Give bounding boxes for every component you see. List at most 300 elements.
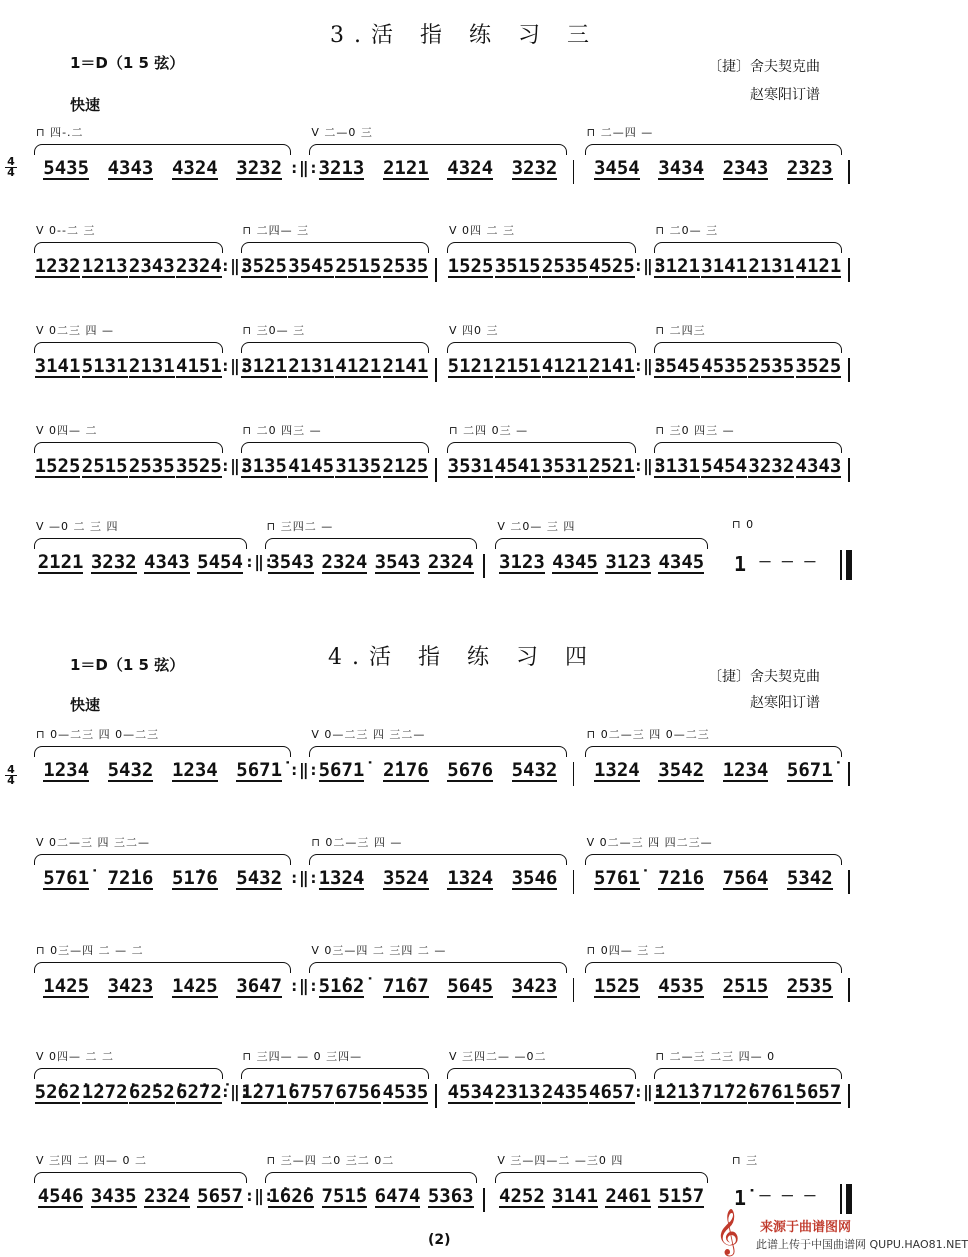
note-group: 3435 (90, 1184, 137, 1207)
repeat-barline: :‖: (244, 552, 274, 571)
note-group-row (309, 156, 566, 182)
barline (848, 258, 850, 282)
note-group: 2535 (541, 254, 588, 277)
note-group: 3135 (335, 454, 382, 477)
note-group: 1324 (318, 866, 365, 889)
note-group: 2461 (605, 1184, 652, 1207)
repeat-barline: :‖: (220, 456, 250, 475)
note-group-row (265, 550, 478, 576)
exercise-3-composer: 〔捷〕舍夫契克曲 (708, 59, 820, 75)
note-group: 3543 (268, 550, 315, 573)
page-number: (2) (428, 1232, 451, 1248)
measure-phrase (239, 318, 432, 388)
note-group: 4343 (795, 454, 842, 477)
note-group: 3543 (374, 550, 421, 573)
note-group: 1324 (447, 866, 494, 889)
measure-phrase (493, 514, 710, 584)
note-group: 1234 (171, 758, 218, 781)
ending-fingering: ⊓ 0 (732, 518, 755, 531)
final-note: 1 (734, 552, 747, 576)
note-group: 3141 (34, 354, 81, 377)
measure-phrase (32, 1148, 249, 1218)
note-group-row (495, 550, 708, 576)
note-group: 3123 (605, 550, 652, 573)
measure-phrase (263, 514, 480, 584)
note-group: 4343 (107, 156, 154, 179)
measure-phrase (32, 514, 249, 584)
note-group: 5363 (427, 1184, 474, 1207)
note-group: 2535 (786, 974, 833, 997)
note-group: 4546 (37, 1184, 84, 1207)
slur-line (654, 1068, 843, 1079)
note-group: 1324 (593, 758, 640, 781)
note-group: 4324 (447, 156, 494, 179)
note-group: 4252 (499, 1184, 545, 1207)
note-group: 2313 (494, 1080, 541, 1103)
slur-line (585, 746, 842, 757)
time-signature-bottom: 4 (5, 167, 17, 178)
staff-row (0, 1044, 888, 1114)
note-group: 51̇62̇ (318, 974, 365, 997)
note-group-row (241, 254, 430, 280)
note-group: 5671̇ (786, 758, 833, 781)
final-barline (840, 1184, 852, 1214)
note-group-row (34, 758, 291, 784)
note-group: 3524 (382, 866, 429, 889)
note-group: 4121 (795, 254, 842, 277)
repeat-barline: :‖: (289, 760, 319, 779)
note-group-row (585, 156, 842, 182)
slur-line (309, 962, 566, 973)
note-group: 2515 (335, 254, 382, 277)
note-group: 5645 (447, 974, 494, 997)
final-barline (840, 550, 852, 580)
measure-phrase (307, 938, 568, 1008)
measure-phrase (583, 938, 844, 1008)
note-group: 5671̇ (236, 758, 283, 781)
repeat-barline: :‖: (289, 976, 319, 995)
measure-phrase (32, 722, 293, 792)
staff-row (0, 318, 888, 388)
measure-phrase (445, 418, 638, 488)
repeat-barline: :‖: (289, 868, 319, 887)
note-group: 3131 (654, 454, 700, 477)
fingering-marks: ⊓ 二四 0三 — (449, 424, 529, 437)
note-group: 3515 (494, 254, 541, 277)
note-group: 3232 (236, 156, 283, 179)
fingering-marks: ⊓ 0二—三 四 — (311, 836, 403, 849)
fingering-marks: V 四0 三 (449, 324, 499, 337)
note-group: 71̇72̇ (701, 1080, 748, 1103)
measure-phrase (32, 938, 293, 1008)
staff-row (0, 218, 888, 288)
slur-line (34, 854, 291, 865)
slur-line (34, 1172, 247, 1183)
note-group: 2131 (128, 354, 175, 377)
note-group: 4534 (447, 1080, 494, 1103)
fingering-marks: ⊓ 二0— 三 (655, 224, 719, 237)
fingering-marks: V 0四— 二 (36, 424, 98, 437)
note-group: 2435 (541, 1080, 588, 1103)
note-group: 1̇62̇6 (268, 1184, 315, 1207)
barline (483, 1188, 485, 1212)
repeat-barline: :‖: (633, 356, 663, 375)
measure-phrase (32, 120, 293, 190)
measure-phrase (652, 418, 845, 488)
note-group: 2141 (382, 354, 429, 377)
note-group: 2535 (748, 354, 795, 377)
note-group: 1̇271̇ (241, 1080, 287, 1103)
note-group: 1525 (34, 454, 81, 477)
note-group: 52̇62̇ (34, 1080, 81, 1103)
staff-row (0, 514, 888, 584)
note-group-row (654, 254, 843, 280)
fingering-marks: ⊓ 三—四 二0 三二 0二 (266, 1154, 395, 1167)
fingering-marks: ⊓ 二四— 三 (242, 224, 310, 237)
exercise-4-editor: 赵寒阳订谱 (750, 695, 820, 711)
note-group: 3213 (318, 156, 365, 179)
measure-phrase (239, 1044, 432, 1114)
fingering-marks: V 二—0 三 (311, 126, 373, 139)
note-group: 4535 (382, 1080, 429, 1103)
note-group: 3121 (241, 354, 287, 377)
note-group-row (241, 454, 430, 480)
slur-line (309, 144, 566, 155)
note-group: 51̇76 (171, 866, 218, 889)
note-group: 5454 (701, 454, 748, 477)
note-group: 2515 (81, 454, 128, 477)
slur-line (241, 442, 430, 453)
measure-phrase (307, 120, 568, 190)
note-group: 2535 (128, 454, 175, 477)
note-group: 4343 (144, 550, 190, 573)
note-group: 2131 (748, 254, 795, 277)
slur-line (447, 342, 636, 353)
note-group: 6761̇ (748, 1080, 795, 1103)
exercise-4-key: 1＝D（1 5 弦） (70, 656, 185, 674)
slur-line (241, 242, 430, 253)
note-group-row (309, 866, 566, 892)
measure-phrase (239, 218, 432, 288)
slur-line (34, 144, 291, 155)
measure-phrase (652, 1044, 845, 1114)
repeat-barline: :‖: (289, 158, 319, 177)
note-group: 5131 (81, 354, 128, 377)
staff-row (0, 418, 888, 488)
note-group-row (34, 1080, 223, 1106)
treble-clef-icon: 𝄞 (716, 1209, 740, 1255)
note-group: 3423 (511, 974, 558, 997)
note-group: 3121 (654, 254, 700, 277)
note-group: 2151 (494, 354, 541, 377)
note-group-row (585, 758, 842, 784)
slur-line (34, 442, 223, 453)
note-group: 5342 (786, 866, 833, 889)
staff-row (0, 1148, 888, 1218)
note-group: 4541 (494, 454, 541, 477)
slur-line (495, 538, 708, 549)
fingering-marks: V 0四— 二 二 (36, 1050, 115, 1063)
fingering-marks: ⊓ 二—四 — (586, 126, 654, 139)
fingering-marks: V 三四二— —0二 (449, 1050, 547, 1063)
fingering-marks: V 0二三 四 — (36, 324, 115, 337)
note-group: 3542 (658, 758, 705, 781)
slur-line (309, 854, 566, 865)
note-group: 2515 (722, 974, 769, 997)
staff-row (0, 120, 888, 190)
fingering-marks: ⊓ 二—三 二三 四— 0 (655, 1050, 776, 1063)
exercise-4-tempo: 快速 (70, 696, 101, 714)
measure-phrase (32, 318, 225, 388)
barline (848, 762, 850, 786)
note-group: 5432 (511, 758, 558, 781)
measure-phrase (32, 830, 293, 900)
note-group: 4121 (541, 354, 588, 377)
measure-phrase (307, 722, 568, 792)
note-group: 51̇57 (658, 1184, 705, 1207)
fingering-marks: V 0二—三 四 四二三— (586, 836, 713, 849)
note-group: 4324 (171, 156, 218, 179)
fingering-marks: ⊓ 二四三 (655, 324, 706, 337)
barline (573, 978, 575, 1002)
sustain-dashes: － － － (758, 555, 817, 571)
note-group: 2521 (589, 454, 635, 477)
note-group: 3647 (236, 974, 283, 997)
slur-line (585, 144, 842, 155)
exercise-3-key: 1＝D（1 5 弦） (70, 54, 185, 72)
note-group-row (34, 156, 291, 182)
note-group: 5657 (795, 1080, 842, 1103)
fingering-marks: V 0三—四 二 三四 二 — (311, 944, 447, 957)
note-group: 3545 (654, 354, 700, 377)
note-group-row (495, 1184, 708, 1210)
fingering-marks: ⊓ 0四— 三 二 (586, 944, 666, 957)
slur-line (654, 342, 843, 353)
note-group-row (585, 866, 842, 892)
time-signature-top: 4 (7, 155, 15, 168)
barline (573, 762, 575, 786)
exercise-3-tempo: 快速 (70, 96, 101, 114)
note-group: 2324 (427, 550, 474, 573)
measure-phrase (239, 418, 432, 488)
note-group: 4145 (288, 454, 335, 477)
note-group-row (241, 354, 430, 380)
slur-line (654, 442, 843, 453)
fingering-marks: V —0 二 三 四 (36, 520, 119, 533)
repeat-barline: :‖: (220, 1082, 250, 1101)
note-group: 3141 (552, 1184, 598, 1207)
note-group: 1̇21̇3 (654, 1080, 700, 1103)
fingering-marks: V 0二—三 四 三二— (36, 836, 151, 849)
note-group: 5432 (236, 866, 283, 889)
staff-row (0, 938, 888, 1008)
repeat-barline: :‖: (220, 356, 250, 375)
note-group: 2125 (382, 454, 429, 477)
staff-row (0, 830, 888, 900)
measure-phrase (307, 830, 568, 900)
fingering-marks: ⊓ 三四— — 0 三四— (242, 1050, 363, 1063)
note-group: 3525 (795, 354, 842, 377)
note-group-row (34, 1184, 247, 1210)
measure-phrase (493, 1148, 710, 1218)
note-group-row (654, 1080, 843, 1106)
time-signature-top: 4 (7, 763, 15, 776)
note-group-row (309, 974, 566, 1000)
note-group: 5657 (197, 1184, 243, 1207)
measure-phrase (583, 830, 844, 900)
note-group: 2323 (786, 156, 833, 179)
measure-phrase (583, 722, 844, 792)
note-group-row (34, 354, 223, 380)
note-group: 1232 (34, 254, 81, 277)
note-group: 3232 (511, 156, 558, 179)
note-group: 2̇176 (382, 758, 429, 781)
barline (483, 554, 485, 578)
note-group-row (654, 354, 843, 380)
note-group: 3434 (658, 156, 705, 179)
note-group: 1525 (593, 974, 640, 997)
slur-line (34, 242, 223, 253)
note-group-row (447, 1080, 636, 1106)
fingering-marks: ⊓ 0—二三 四 0—二三 (36, 728, 160, 741)
note-group: 2343 (722, 156, 769, 179)
watermark-line-2: 此谱上传于中国曲谱网 QUPU.HAO81.NET (756, 1238, 968, 1251)
barline (848, 1084, 850, 1108)
note-group: 5676 (447, 758, 494, 781)
repeat-barline: :‖: (633, 1082, 663, 1101)
note-group: 2324 (144, 1184, 190, 1207)
note-group: 1425 (171, 974, 218, 997)
sustain-dashes: － － － (758, 1189, 817, 1205)
measure-phrase (652, 318, 845, 388)
note-group: 1525 (447, 254, 494, 277)
slur-line (241, 1068, 430, 1079)
note-group: 5761̇ (593, 866, 640, 889)
barline (435, 1084, 437, 1108)
slur-line (34, 538, 247, 549)
note-group-row (265, 1184, 478, 1210)
note-group: 4345 (552, 550, 598, 573)
staff-row (0, 722, 888, 792)
note-group: 2121 (37, 550, 84, 573)
slur-line (34, 746, 291, 757)
time-signature-bottom: 4 (5, 775, 17, 786)
barline (573, 870, 575, 894)
slur-line (447, 242, 636, 253)
slur-line (585, 854, 842, 865)
barline (435, 358, 437, 382)
note-group: 2535 (382, 254, 429, 277)
note-group: 3232 (748, 454, 795, 477)
note-group: 5454 (197, 550, 243, 573)
slur-line (265, 538, 478, 549)
note-group: 72̇16 (658, 866, 705, 889)
note-group: 3525 (241, 254, 287, 277)
note-group: 2324 (321, 550, 368, 573)
note-group: 5432 (107, 758, 154, 781)
measure-phrase (445, 1044, 638, 1114)
note-group: 62̇52̇ (128, 1080, 175, 1103)
note-group: 3525 (176, 454, 222, 477)
note-group: 62̇72̇ (176, 1080, 222, 1103)
fingering-marks: V 0四 二 三 (449, 224, 516, 237)
repeat-barline: :‖: (244, 1186, 274, 1205)
note-group: 1234 (722, 758, 769, 781)
slur-line (654, 242, 843, 253)
note-group: 6756 (335, 1080, 382, 1103)
note-group: 2141 (589, 354, 635, 377)
slur-line (241, 342, 430, 353)
barline (435, 258, 437, 282)
note-group-row (241, 1080, 430, 1106)
note-group: 3141 (701, 254, 748, 277)
note-group: 4151 (176, 354, 222, 377)
fingering-marks: ⊓ 三0— 三 (242, 324, 306, 337)
barline (848, 160, 850, 184)
note-group: 3454 (593, 156, 640, 179)
note-group: 3135 (241, 454, 287, 477)
fingering-marks: ⊓ 0三—四 二 — 二 (36, 944, 144, 957)
note-group: 5761̇ (43, 866, 90, 889)
measure-phrase (652, 218, 845, 288)
measure-phrase (583, 120, 844, 190)
measure-phrase (32, 1044, 225, 1114)
note-group: 3531 (541, 454, 588, 477)
slur-line (447, 442, 636, 453)
note-group: 4657 (589, 1080, 635, 1103)
note-group: 5671̇ (318, 758, 365, 781)
repeat-barline: :‖: (633, 256, 663, 275)
note-group-row (34, 254, 223, 280)
note-group: 71̇67 (382, 974, 429, 997)
note-group: 3546 (511, 866, 558, 889)
note-group: 6474 (374, 1184, 421, 1207)
barline (848, 458, 850, 482)
fingering-marks: V 0--二 三 (36, 224, 96, 237)
slur-line (447, 1068, 636, 1079)
note-group-row (34, 550, 247, 576)
watermark (716, 1209, 968, 1257)
note-group-row (309, 758, 566, 784)
barline (848, 358, 850, 382)
measure-phrase (445, 218, 638, 288)
note-group-row (34, 974, 291, 1000)
note-group: 751̇5 (321, 1184, 368, 1207)
barline (435, 458, 437, 482)
measure-phrase (32, 218, 225, 288)
ending-measure (728, 514, 852, 584)
note-group: 3123 (499, 550, 545, 573)
fingering-marks: ⊓ 三0 四三 — (655, 424, 735, 437)
slur-line (34, 962, 291, 973)
measure-phrase (32, 418, 225, 488)
note-group-row (34, 866, 291, 892)
note-group: 1234 (43, 758, 90, 781)
barline (848, 978, 850, 1002)
note-group: 4535 (701, 354, 748, 377)
note-group: 3232 (90, 550, 137, 573)
slur-line (495, 1172, 708, 1183)
slur-line (34, 342, 223, 353)
note-group-row (447, 254, 636, 280)
fingering-marks: V 三—四—二 —三0 四 (497, 1154, 624, 1167)
slur-line (34, 1068, 223, 1079)
barline (573, 160, 575, 184)
note-group: 2343 (128, 254, 175, 277)
watermark-line-1: 来源于曲谱图网 (760, 1220, 852, 1235)
ending-measure (728, 1148, 852, 1218)
note-group: 2121 (382, 156, 429, 179)
